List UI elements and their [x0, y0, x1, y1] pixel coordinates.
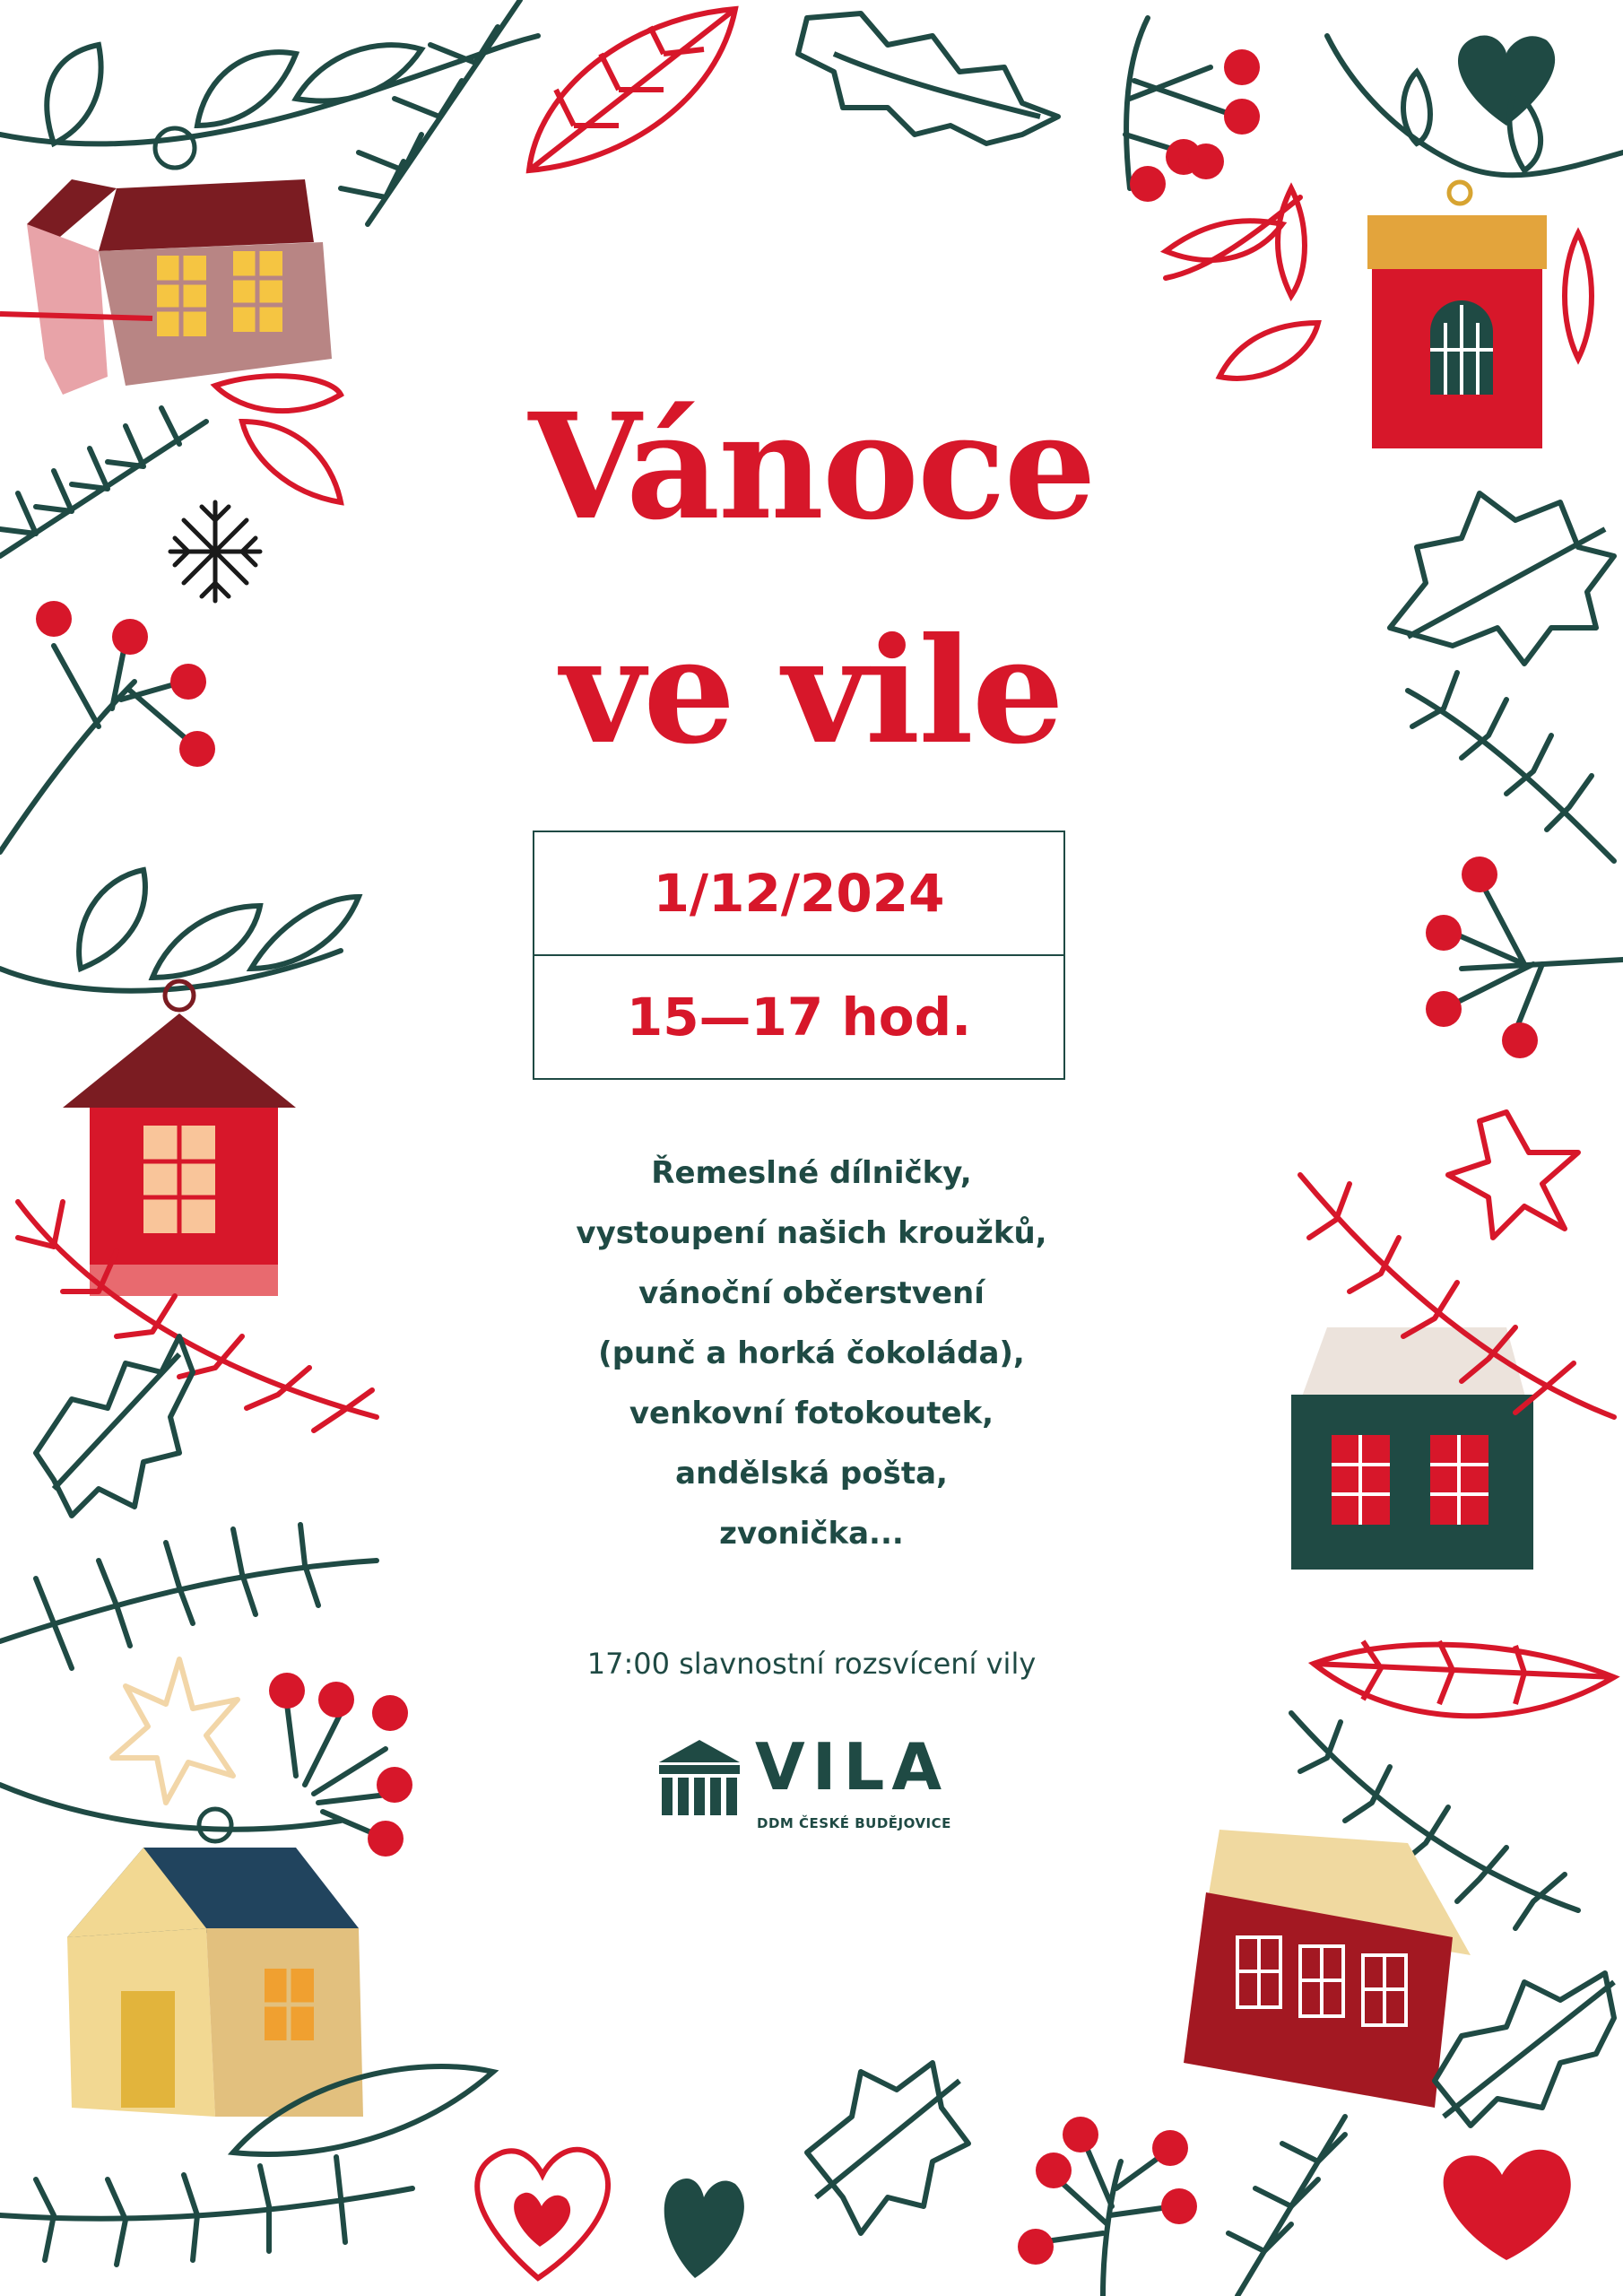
villa-building-icon: [659, 1740, 740, 1815]
program-item: Řemeslné dílničky,: [651, 1155, 972, 1191]
program-item: (punč a horká čokoláda),: [598, 1335, 1025, 1371]
fir-branch-icon: [341, 0, 520, 224]
leaf-icon: [529, 9, 735, 170]
event-date: 1/12/2024: [533, 831, 1065, 956]
lighting-ceremony: 17:00 slavnostní rozsvícení vily: [586, 1647, 1037, 1681]
title-line-1: Vánoce: [528, 382, 1095, 552]
house-icon: [27, 128, 332, 395]
event-time: 15—17 hod.: [533, 954, 1065, 1080]
heart-icon: [1444, 2150, 1571, 2260]
berry-branch-icon: [1125, 18, 1260, 202]
heart-icon: [664, 2179, 744, 2278]
program-item: vystoupení našich kroužků,: [576, 1215, 1047, 1251]
holly-leaf-icon: [798, 13, 1058, 144]
house-icon: [67, 1809, 363, 2117]
logo-name: VILA: [755, 1729, 950, 1805]
title-line-2: ve vile: [560, 606, 1063, 777]
program-item: andělská pošta,: [675, 1456, 948, 1492]
heart-icon: [1458, 35, 1555, 126]
program-item: venkovní fotokoutek,: [629, 1396, 994, 1431]
star-icon: [112, 1659, 238, 1803]
heart-icon: [514, 2193, 570, 2247]
logo-subtitle: DDM ČESKÉ BUDĚJOVICE: [757, 1815, 951, 1831]
house-icon: [1184, 1830, 1471, 2108]
program-item: zvonička...: [719, 1516, 904, 1552]
program-item: vánoční občerstvení: [638, 1275, 985, 1311]
